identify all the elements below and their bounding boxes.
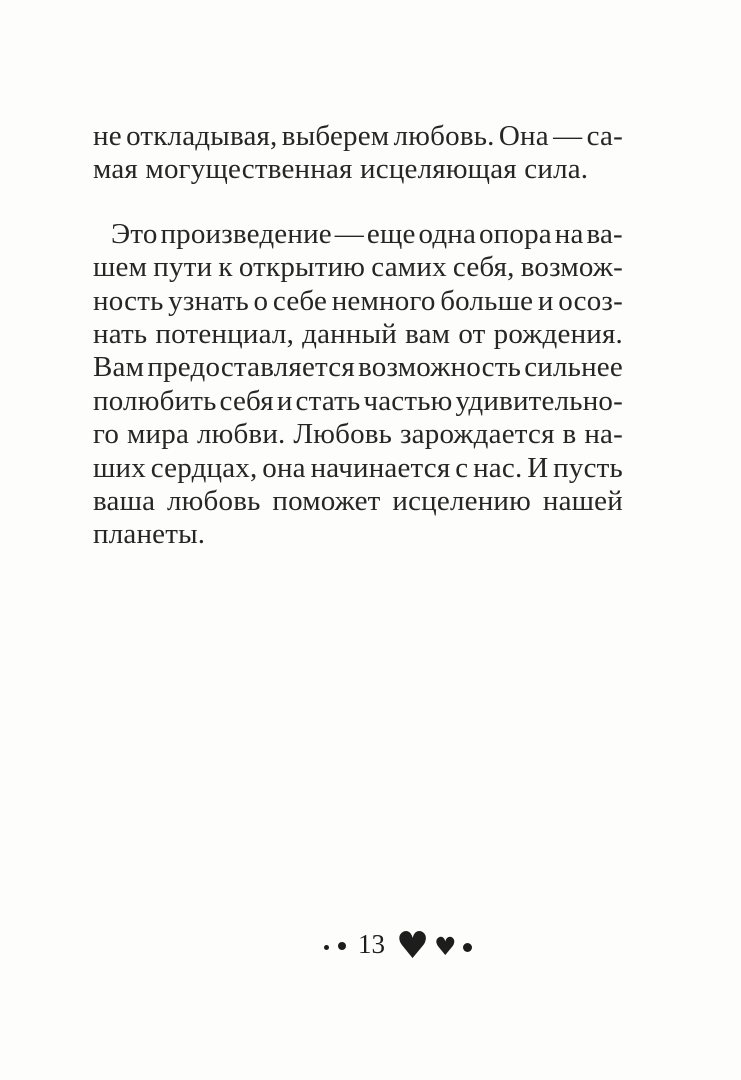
paragraph	[93, 120, 623, 187]
text-line: Это произведение — еще одна опора на ва-	[111, 217, 623, 250]
text-line: не откладывая, выберем любовь. Она — са-	[93, 120, 623, 152]
text-line: планеты.	[93, 518, 206, 551]
text-line: шем пути к открытию самих себя, возмож-	[93, 251, 623, 284]
heart-icon: ♥	[434, 931, 457, 961]
text-line: мая могущественная исцеляющая сила.	[93, 153, 589, 186]
page-footer	[324, 923, 472, 967]
text-line: полюбить себя и стать частью удивительно-	[93, 384, 623, 417]
paragraph	[93, 218, 623, 552]
text-line: ваша любовь поможет исцелению нашей	[93, 485, 623, 518]
dot-icon	[463, 943, 472, 952]
heart-icon: ♥	[396, 923, 430, 967]
dot-icon	[338, 942, 346, 950]
page-text	[93, 120, 623, 552]
text-line: ших сердцах, она начинается с нас. И пусть	[93, 451, 623, 484]
text-line: Вам предоставляется возможность сильнее	[93, 351, 623, 384]
dot-icon	[324, 945, 329, 950]
text-line: нать потенциал, данный вам от рождения.	[93, 318, 623, 351]
text-line: го мира любви. Любовь зарождается в на-	[93, 418, 623, 451]
page-number: 13	[358, 928, 385, 959]
text-line: ность узнать о себе немного больше и осоз-	[93, 284, 623, 317]
